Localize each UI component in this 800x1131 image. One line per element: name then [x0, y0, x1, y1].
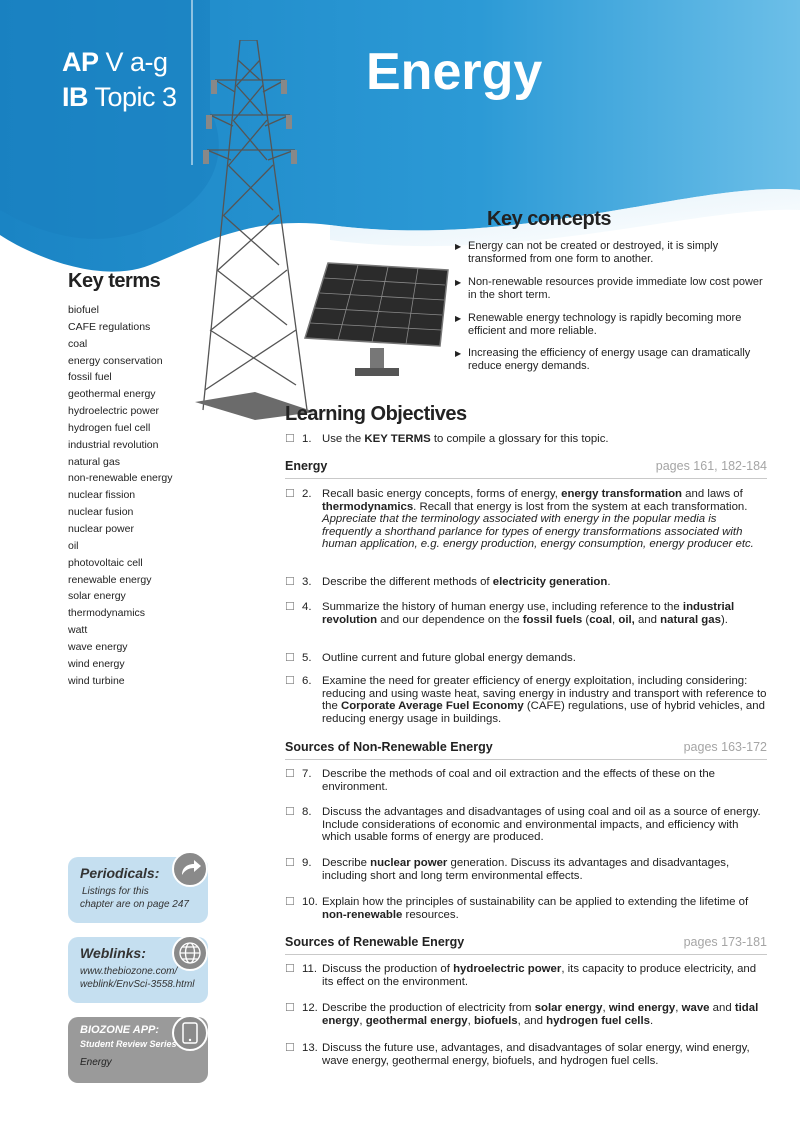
key-concept-item: ▶ Increasing the efficiency of energy usage can dramatically reduce energy demands. [468, 347, 768, 373]
objective-5: ☐ 5. Outline current and future global energy demands. [285, 652, 576, 664]
key-concept-item: ▶ Renewable energy technology is rapidly becoming more efficient and more reliable. [468, 312, 768, 338]
key-term-item: geothermal energy [68, 388, 156, 401]
checkbox-icon[interactable]: ☐ [285, 675, 295, 687]
transmission-tower-image [195, 40, 315, 420]
key-term-item: hydrogen fuel cell [68, 421, 151, 434]
checkbox-icon[interactable]: ☐ [285, 963, 295, 975]
objective-10: ☐ 10. Explain how the principles of sustainability can be applied to extending the lifetime of non-renewable resources. [285, 896, 749, 921]
app-heading: BIOZONE APP: [80, 1024, 160, 1036]
arrow-icon [172, 851, 208, 887]
ib-code: IB Topic 3 [62, 82, 177, 112]
key-term-item: energy conservation [68, 354, 163, 367]
objective-11: ☐ 11. Discuss the production of hydroelectric power, its capacity to produce electricity, and its effect on the environment. [285, 963, 757, 988]
key-term-item: nuclear fission [68, 489, 136, 502]
key-term-item: solar energy [68, 590, 126, 603]
key-terms-list [68, 302, 173, 689]
checkbox-icon[interactable]: ☐ [285, 488, 295, 500]
key-term-item: photovoltaic cell [68, 556, 143, 569]
weblinks-line1[interactable]: www.thebiozone.com/ [80, 966, 178, 977]
weblinks-line2[interactable]: weblink/EnvSci-3558.html [80, 979, 195, 990]
key-term-item: biofuel [68, 304, 99, 316]
key-term-item: wave energy [68, 640, 128, 653]
section-header-energy: Energy pages 161, 182-184 [285, 458, 767, 479]
checkbox-icon[interactable]: ☐ [285, 1042, 295, 1054]
key-term-item: industrial revolution [68, 438, 159, 451]
key-term-item: renewable energy [68, 573, 152, 586]
key-term-item: nuclear fusion [68, 506, 134, 519]
key-term-item: watt [68, 624, 88, 637]
globe-icon [172, 935, 208, 971]
periodicals-box[interactable] [68, 857, 208, 923]
key-term-item: wind energy [68, 657, 125, 670]
key-term-item: natural gas [68, 455, 120, 468]
checkbox-icon[interactable]: ☐ [285, 896, 295, 908]
key-term-item: fossil fuel [68, 371, 112, 384]
objective-7: ☐ 7. Describe the methods of coal and oil extraction and the effects of these on the environment. [285, 768, 716, 793]
app-line1: Student Review Series [80, 1039, 177, 1049]
periodicals-line2: chapter are on page 247 [80, 899, 189, 910]
checkbox-icon[interactable]: ☐ [285, 768, 295, 780]
periodicals-heading: Periodicals: [80, 865, 160, 881]
checkbox-icon[interactable]: ☐ [285, 857, 295, 869]
objective-1: ☐ 1. Use the KEY TERMS to compile a glossary for this topic. [285, 433, 609, 445]
checkbox-icon[interactable]: ☐ [285, 1002, 295, 1014]
key-term-item: non-renewable energy [68, 472, 173, 485]
key-concept-item: ▶ Non-renewable resources provide immediate low cost power in the short term. [468, 276, 768, 302]
objective-8: ☐ 8. Discuss the advantages and disadvantages of using coal and oil as a source of energy. Include considerations of economic and environmental impacts, and efficiency with which usable forms of energy are produced. [285, 806, 761, 844]
section-header-renewable: Sources of Renewable Energy pages 173-181 [285, 934, 767, 955]
weblinks-heading: Weblinks: [80, 945, 146, 961]
objective-3: ☐ 3. Describe the different methods of electricity generation. [285, 576, 611, 588]
periodicals-line1: Listings for this [82, 886, 149, 897]
key-term-item: nuclear power [68, 522, 134, 535]
ap-code: AP V a-g [62, 47, 168, 77]
learning-objectives-heading: Learning Objectives [285, 403, 467, 425]
weblinks-box[interactable] [68, 937, 208, 1003]
objective-9: ☐ 9. Describe nuclear power generation. Discuss its advantages and disadvantages, including short and long term environmental effects. [285, 857, 730, 882]
checkbox-icon[interactable]: ☐ [285, 576, 295, 588]
objective-13: ☐ 13. Discuss the future use, advantages, and disadvantages of solar energy, wind energy, wave energy, geothermal energy, biofuels, and hydrogen fuel cells. [285, 1042, 750, 1067]
tablet-icon [172, 1015, 208, 1051]
objective-6: ☐ 6. Examine the need for greater efficiency of energy exploitation, including considering: reducing and using waste heat, saving energy in industry and transport with reference to the Corporate Average Fuel Economy (CAFE) regulations, use of hybrid vehicles, and reducing energy usage in buildings. [285, 675, 767, 725]
key-term-item: thermodynamics [68, 607, 146, 620]
key-concept-item: ▶ Energy can not be created or destroyed, it is simply transformed from one form to another. [468, 240, 768, 266]
checkbox-icon[interactable]: ☐ [285, 652, 295, 664]
solar-panel-image [300, 258, 465, 383]
section-header-non-renewable: Sources of Non-Renewable Energy pages 163-172 [285, 739, 767, 760]
page-title: Energy [366, 43, 543, 101]
key-term-item: wind turbine [68, 674, 125, 687]
key-concepts-heading: Key concepts [487, 208, 612, 230]
objective-12: ☐ 12. Describe the production of electricity from solar energy, wind energy, wave and tidal energy, geothermal energy, biofuels, and hydrogen fuel cells. [285, 1002, 759, 1027]
key-term-item: CAFE regulations [68, 320, 151, 333]
checkbox-icon[interactable]: ☐ [285, 601, 295, 613]
objective-2: ☐ 2. Recall basic energy concepts, forms of energy, energy transformation and laws of thermodynamics. Recall that energy is lost from the system at each transformation. Appreciate that the terminology associated with energy in the popular media is frequently a shorthand parlance for types of energy transformations associated with human application, e.g. energy production, energy consumption, energy producer etc. [285, 488, 754, 551]
key-terms-heading: Key terms [68, 270, 161, 292]
key-term-item: coal [68, 337, 88, 350]
key-term-item: oil [68, 539, 79, 552]
checkbox-icon[interactable]: ☐ [285, 433, 295, 445]
objective-4: ☐ 4. Summarize the history of human energy use, including reference to the industrial revolution and our dependence on the fossil fuels (coal, oil, and natural gas). [285, 601, 735, 626]
app-line2: Energy [80, 1057, 112, 1068]
checkbox-icon[interactable]: ☐ [285, 806, 295, 818]
biozone-app-box[interactable] [68, 1017, 208, 1083]
key-term-item: hydroelectric power [68, 405, 160, 418]
